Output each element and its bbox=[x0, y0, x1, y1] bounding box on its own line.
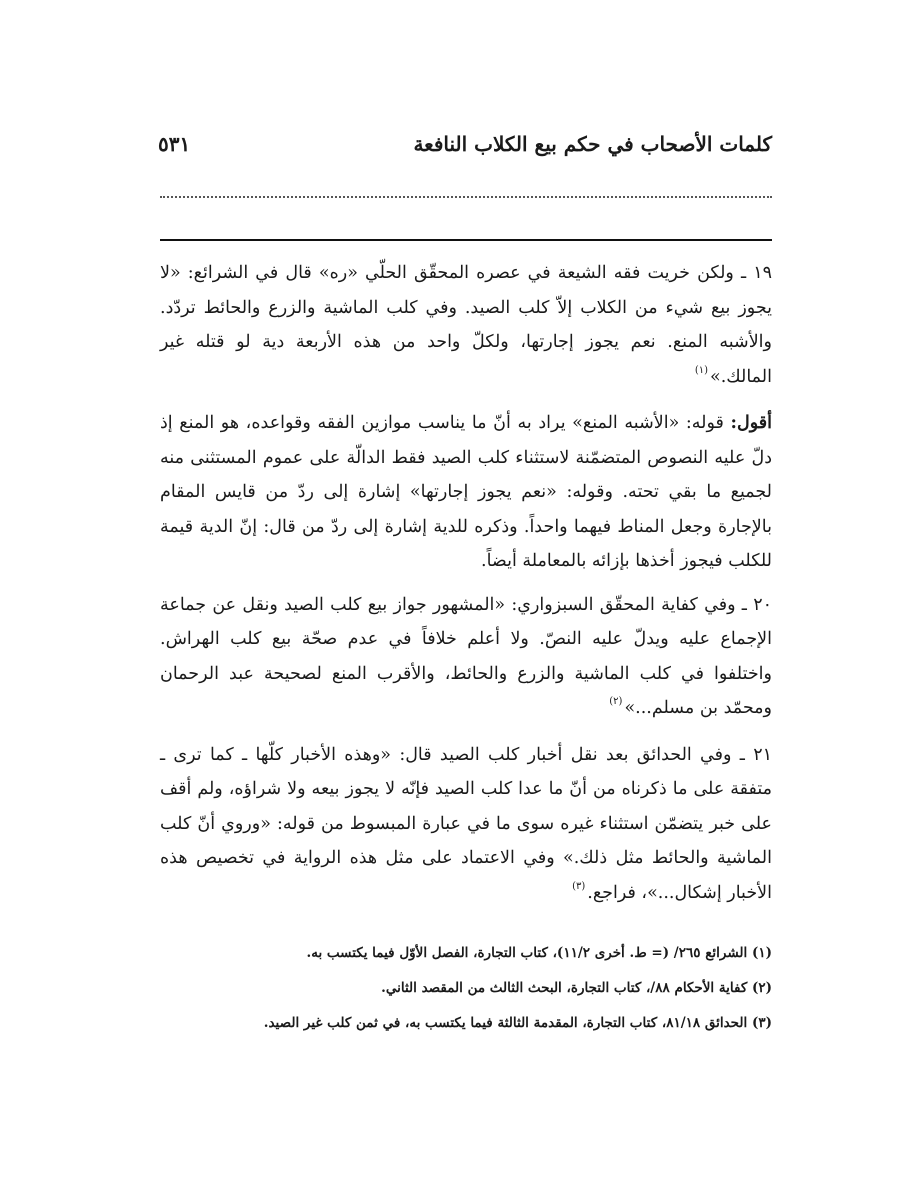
paragraph-20-text: ٢٠ ـ وفي كفاية المحقّق السبزواري: «المشهور جواز بيع كلب الصيد ونقل عن جماعة الإجماع عليه ويدلّ عليه النصّ. ولا أعلم خلافاً في عدم صحّة بيع كلب الهراش. واختلفوا في كلب الماشية والزرع والحائط، والأقرب المنع لصحيحة عبد الرحمان ومحمّد بن مسلم...» bbox=[160, 594, 772, 718]
footnote-3: (٣) الحدائق ٨١/١٨، كتاب التجارة، المقدمة الثالثة فيما يكتسب به، في ثمن كلب غير الصيد. bbox=[263, 1015, 772, 1031]
footnote-2: (٢) كفاية الأحكام ٨٨/، كتاب التجارة، البحث الثالث من المقصد الثاني. bbox=[381, 980, 772, 996]
header-rule bbox=[160, 239, 772, 241]
footnote-ref-1[interactable]: (١) bbox=[694, 364, 708, 376]
paragraph-19 bbox=[160, 256, 772, 397]
footnote-ref-2[interactable]: (٢) bbox=[609, 696, 623, 707]
running-header bbox=[158, 128, 772, 162]
comment-lead: أقول: bbox=[730, 413, 772, 433]
dotted-divider bbox=[160, 196, 772, 198]
paragraph-21-text: ٢١ ـ وفي الحدائق بعد نقل أخبار كلب الصيد قال: «وهذه الأخبار كلّها ـ كما ترى ـ متفقة على ما ذكرناه من أنّ ما عدا كلب الصيد فإنّه لا يجوز بيعه ولا شراؤه، ولم أقف على خبر يتضمّن استثناء غيره سوى ما في عبارة المبسوط من قوله: «وروي أنّ كلب الماشية والحائط مثل ذلك.» وفي الاعتماد على مثل هذه الرواية في تخصيص هذه الأخبار إشكال...»، فراجع. bbox=[160, 744, 772, 903]
running-title: كلمات الأصحاب في حكم بيع الكلاب النافعة bbox=[413, 132, 772, 156]
paragraph-comment bbox=[160, 406, 772, 579]
footnote-ref-3[interactable]: (٣) bbox=[572, 880, 586, 892]
paragraph-20 bbox=[160, 588, 772, 729]
paragraph-19-text: ١٩ ـ ولكن خريت فقه الشيعة في عصره المحقّق الحلّي «ره» قال في الشرائع: «لا يجوز بيع شي‌ء من الكلاب إلاّ كلب الصيد. وفي كلب الماشية والزرع والحائط تردّد. والأشبه المنع. نعم يجوز إجارتها، ولكلّ واحد من هذه الأربعة دية لو قتله غير المالك.» bbox=[160, 263, 772, 387]
footnote-1: (١) الشرائع ٢٦٥/ (= ط. أخرى ١١/٢)، كتاب التجارة، الفصل الأوّل فيما يكتسب به. bbox=[306, 945, 772, 961]
page-number: ٥٣١ bbox=[158, 132, 191, 156]
footnotes bbox=[160, 943, 772, 1048]
paragraph-21 bbox=[160, 738, 772, 914]
main-text bbox=[160, 256, 772, 922]
comment-text: قوله: «الأشبه المنع» يراد به أنّ ما يناسب موازين الفقه وقواعده، هو المنع إذ دلّ عليه النصوص المتضمّنة لاستثناء كلب الصيد فقط الدالّة على عموم المستثنى منه لجميع ما بقي تحته. وقوله: «نعم يجوز إجارتها» إشارة إلى ردّ من قايس المقام بالإجارة وجعل المناط فيهما واحداً. وذكره للدية إشارة إلى ردّ من قال: إنّ الدية قيمة للكلب فيجوز أخذها بإزائه بالمعاملة أيضاً. bbox=[160, 413, 772, 571]
